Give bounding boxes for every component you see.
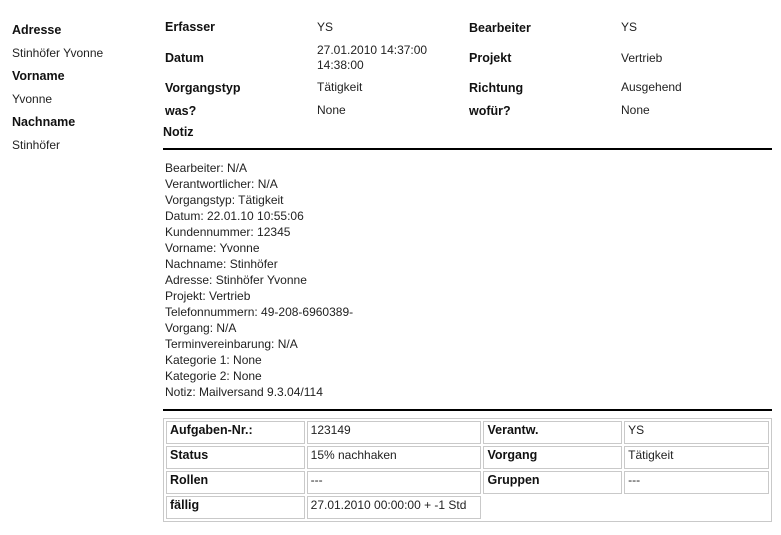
task-table bbox=[163, 418, 772, 522]
note-line: Verantwortlicher: N/A bbox=[165, 177, 278, 191]
richtung-label: Richtung bbox=[469, 81, 524, 95]
note-line: Notiz: Mailversand 9.3.04/114 bbox=[165, 385, 323, 399]
rollen-label: Rollen bbox=[166, 471, 305, 494]
adresse-label: Adresse bbox=[12, 23, 62, 37]
note-line: Kundennummer: 12345 bbox=[165, 225, 291, 239]
note-line: Datum: 22.01.10 10:55:06 bbox=[165, 209, 304, 223]
erfasser-value: YS bbox=[317, 20, 334, 34]
note-line: Kategorie 2: None bbox=[165, 369, 262, 383]
datum-end: 14:38:00 bbox=[317, 58, 364, 72]
activity-header bbox=[165, 17, 772, 127]
table-row bbox=[166, 446, 769, 469]
nachname-label: Nachname bbox=[12, 115, 76, 129]
header-row-vorgangstyp bbox=[165, 81, 772, 104]
datum-label: Datum bbox=[165, 51, 204, 65]
note-line: Vorname: Yvonne bbox=[165, 241, 260, 255]
status-value: 15% nachhaken bbox=[307, 446, 482, 469]
wofuer-value: None bbox=[621, 103, 650, 117]
bearbeiter-value: YS bbox=[621, 20, 638, 34]
richtung-value: Ausgehend bbox=[621, 80, 682, 94]
verantw-value: YS bbox=[624, 421, 769, 444]
note-line: Telefonnummern: 49-208-6960389- bbox=[165, 305, 354, 319]
datum-value bbox=[317, 43, 427, 73]
table-row bbox=[166, 421, 769, 444]
vorgang-value: Tätigkeit bbox=[624, 446, 769, 469]
vorgangstyp-label: Vorgangstyp bbox=[165, 81, 241, 95]
notiz-label: Notiz bbox=[163, 125, 194, 139]
table-row bbox=[166, 471, 769, 494]
aufgaben-nr-value: 123149 bbox=[307, 421, 482, 444]
header-row-erfasser bbox=[165, 17, 772, 51]
gruppen-label: Gruppen bbox=[483, 471, 622, 494]
adresse-value: Stinhöfer Yvonne bbox=[12, 46, 104, 60]
erfasser-label: Erfasser bbox=[165, 20, 216, 34]
gruppen-value: --- bbox=[624, 471, 769, 494]
rollen-value: --- bbox=[307, 471, 482, 494]
table-row bbox=[166, 496, 769, 519]
verantw-label: Verantw. bbox=[483, 421, 622, 444]
note-line: Vorgang: N/A bbox=[165, 321, 237, 335]
vorgangstyp-value: Tätigkeit bbox=[317, 80, 363, 94]
nachname-value: Stinhöfer bbox=[12, 138, 61, 152]
note-line: Bearbeiter: N/A bbox=[165, 161, 248, 175]
wofuer-label: wofür? bbox=[469, 104, 511, 118]
aufgaben-nr-label: Aufgaben-Nr.: bbox=[166, 421, 305, 444]
note-line: Projekt: Vertrieb bbox=[165, 289, 251, 303]
projekt-label: Projekt bbox=[469, 51, 512, 65]
vorgang-label: Vorgang bbox=[483, 446, 622, 469]
was-label: was? bbox=[165, 104, 197, 118]
header-row-datum bbox=[165, 43, 772, 81]
note-line: Terminvereinbarung: N/A bbox=[165, 337, 298, 351]
note-line: Kategorie 1: None bbox=[165, 353, 262, 367]
vorname-value: Yvonne bbox=[12, 92, 53, 106]
bearbeiter-label: Bearbeiter bbox=[469, 21, 531, 35]
datum-start: 27.01.2010 14:37:00 bbox=[317, 43, 428, 57]
note-line: Adresse: Stinhöfer Yvonne bbox=[165, 273, 307, 287]
notiz-content bbox=[165, 160, 765, 400]
note-line: Vorgangstyp: Tätigkeit bbox=[165, 193, 284, 207]
status-label: Status bbox=[166, 446, 305, 469]
header-row-was bbox=[165, 104, 772, 127]
contact-sidebar bbox=[12, 19, 152, 157]
note-line: Nachname: Stinhöfer bbox=[165, 257, 278, 271]
vorname-label: Vorname bbox=[12, 69, 65, 83]
faellig-value: 27.01.2010 00:00:00 + -1 Std bbox=[307, 496, 482, 519]
faellig-label: fällig bbox=[166, 496, 305, 519]
divider-top bbox=[163, 148, 772, 150]
divider-bottom bbox=[163, 409, 772, 411]
was-value: None bbox=[317, 103, 346, 117]
empty-cell bbox=[483, 496, 769, 519]
projekt-value: Vertrieb bbox=[621, 51, 663, 65]
